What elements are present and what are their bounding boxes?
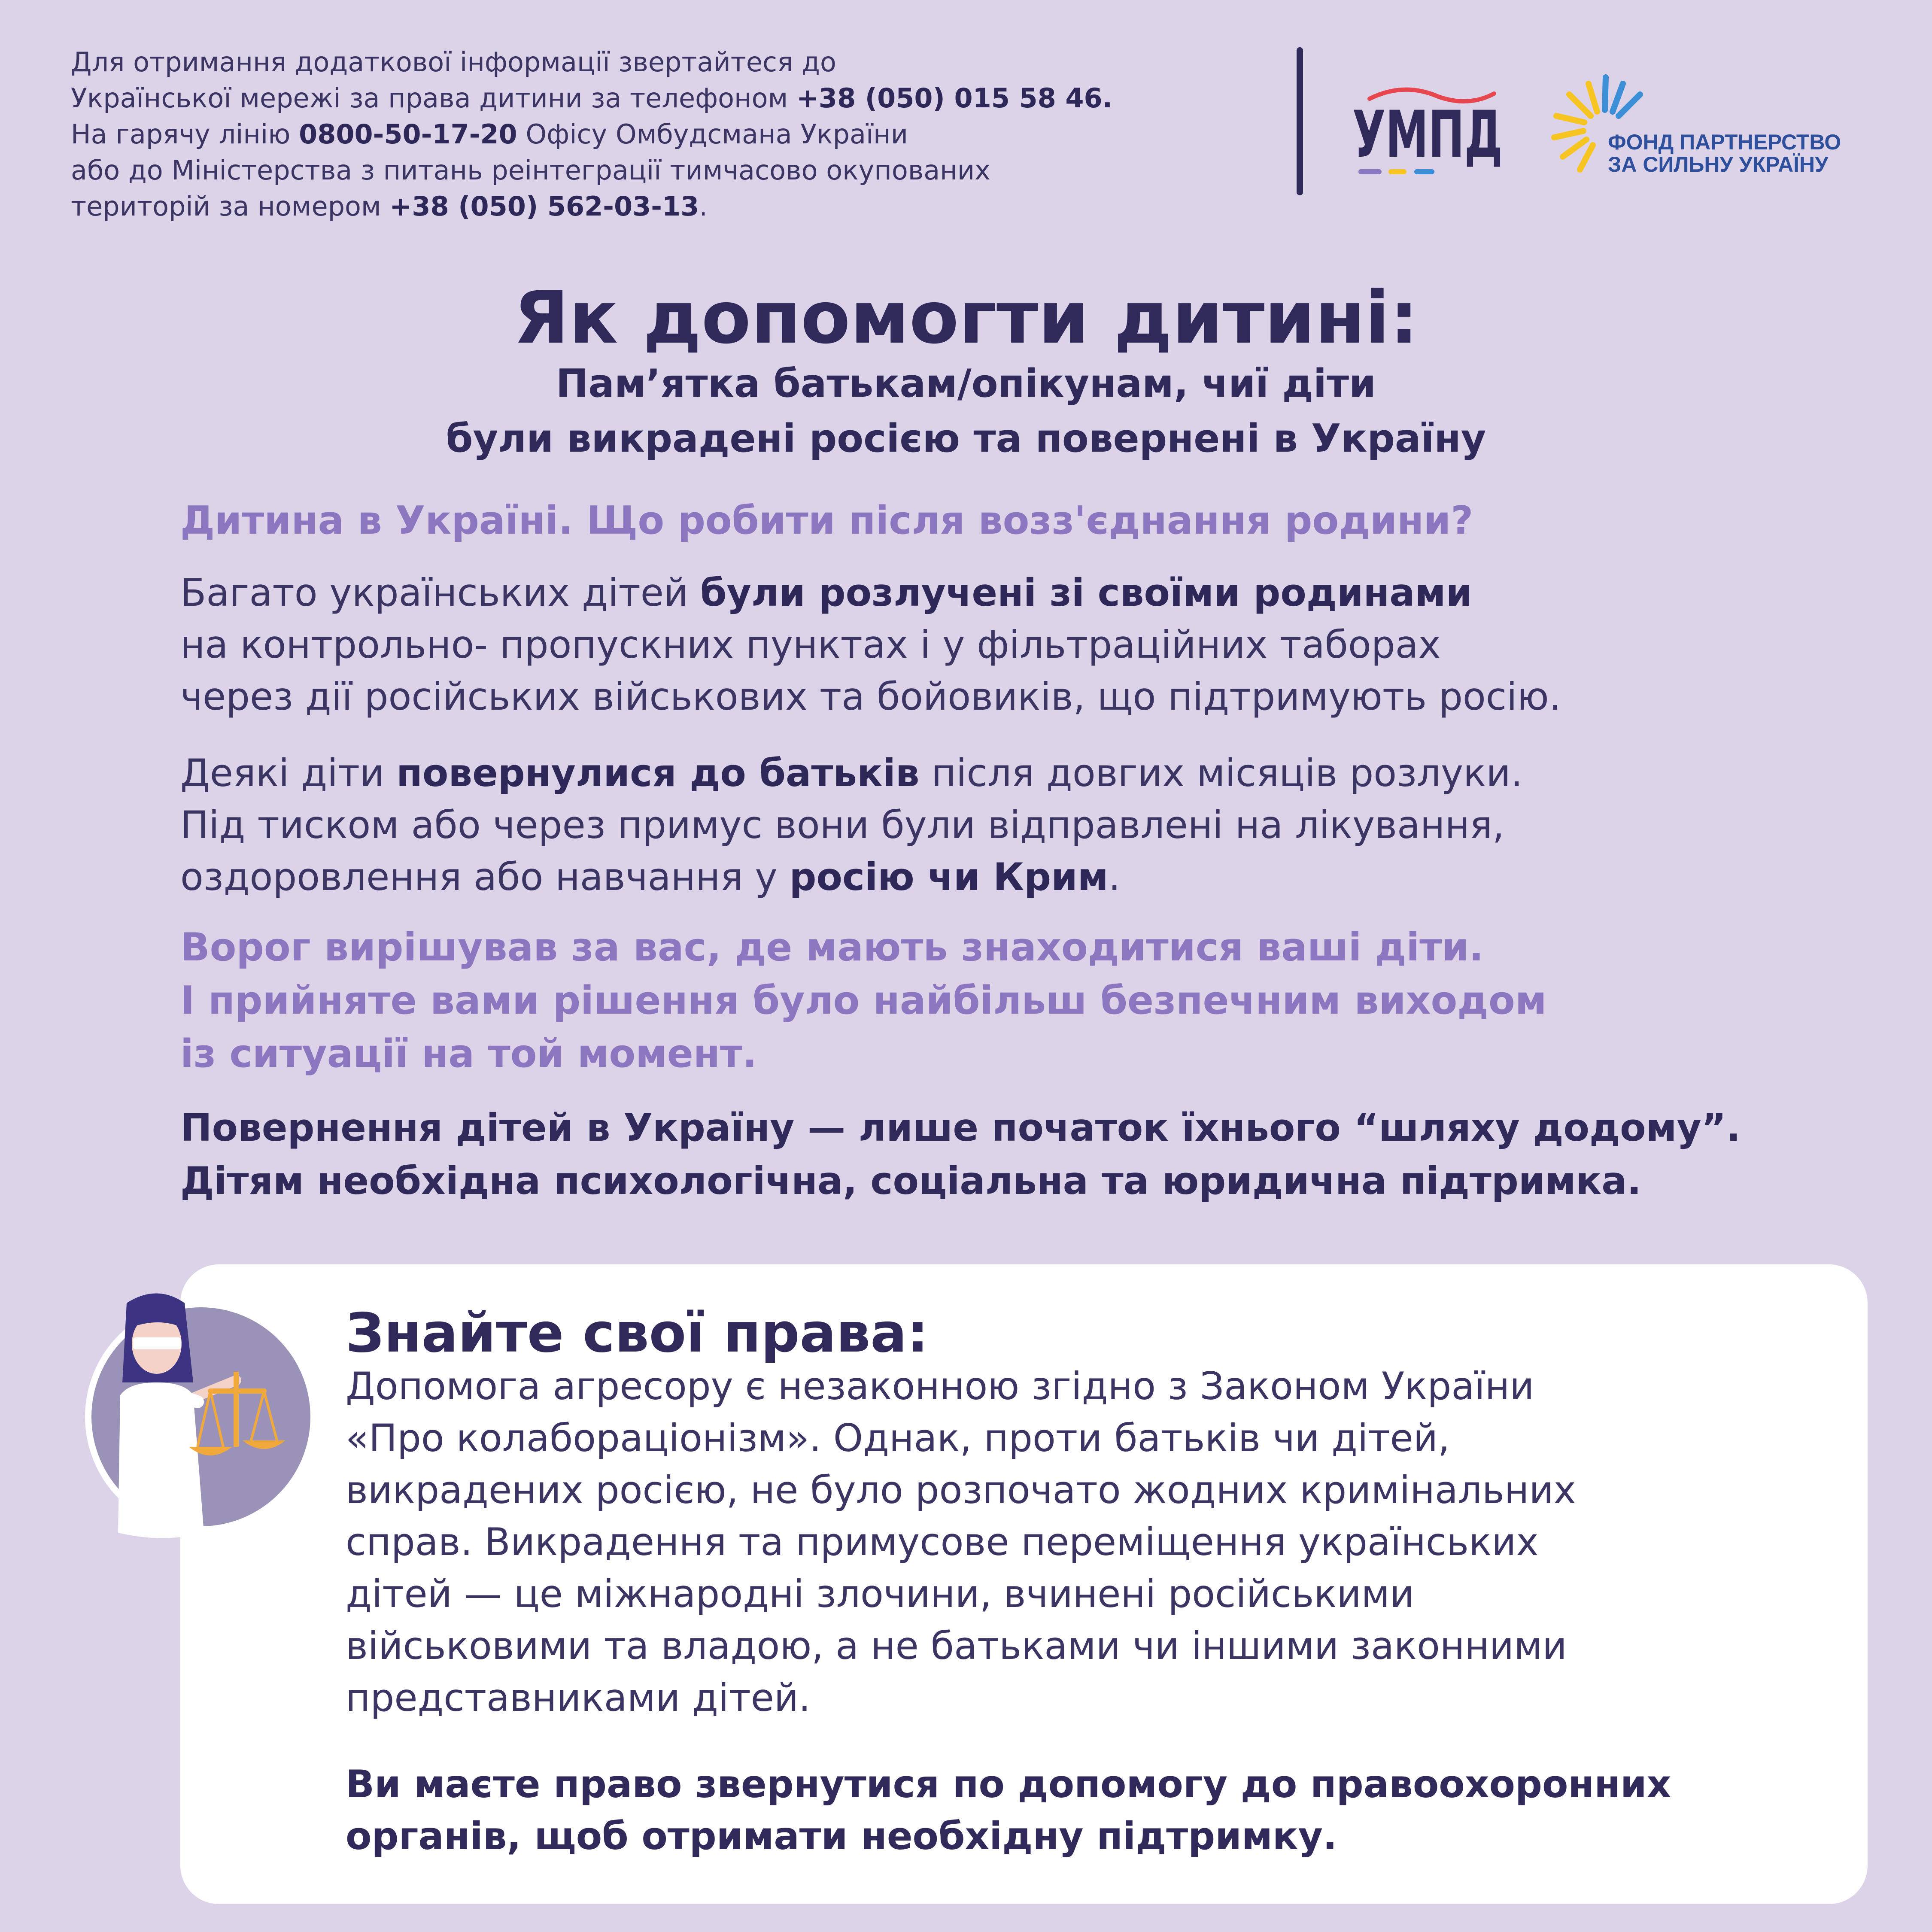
page-title: Як допомогти дитині:	[513, 276, 1419, 360]
paragraph-returned: Деякі діти повернулися до батьків після довгих місяців розлуки. Під тиском або через примус вони були відправлені на лікування, оздоровлення або навчання у росію чи Крим.	[180, 751, 1523, 899]
rights-body: Допомога агресору є незаконною згідно з Законом України «Про колабораціонізм». Однак, проти батьків чи дітей, викрадених росією, не було розпочато жодних кримінальних справ. Викрадення та примусове переміщення українських дітей — це міжнародні злочини, вчинені російськими військовими та владою, а не батьками чи іншими законними представниками дітей.	[346, 1364, 1576, 1720]
contact-info	[71, 44, 1273, 225]
section-question: Дитина в Україні. Що робити після возз'єднання родини?	[180, 498, 1473, 543]
rights-call-to-action: Ви маєте право звернутися по допомогу до правоохоронних органів, щоб отримати необхідну підтримку.	[346, 1762, 1671, 1858]
phone-hotline[interactable]: 0800-50-17-20	[299, 118, 517, 150]
closing-statement: Повернення дітей в Україну — лише початок їхнього “шляху додому”. Дітям необхідна психологічна, соціальна та юридична підтримка.	[180, 1106, 1741, 1203]
highlight-statement: Ворог вирішував за вас, де мають знаходитися ваші діти. І прийняте вами рішення було найбільш безпечним виходом із ситуації на той момент.	[180, 925, 1547, 1076]
contact-line-1: Для отримання додаткової інформації звертайтеся до	[71, 46, 836, 78]
umpd-logo-text: УМПД	[1352, 97, 1503, 172]
header-divider	[1297, 47, 1303, 195]
contact-line-3: На гарячу лінію 0800-50-17-20 Офісу Омбудсмана України	[71, 118, 908, 150]
paragraph-separated: Багато українських дітей були розлучені зі своїми родинами на контрольно- пропускних пунктах і у фільтраційних таборах через дії російських військових та бойовиків, що підтримують росію.	[180, 571, 1561, 719]
umpd-logo	[1352, 82, 1507, 180]
phone-ministry[interactable]: +38 (050) 562-03-13	[389, 191, 699, 222]
phone-network[interactable]: +38 (050) 015 58 46.	[796, 82, 1113, 114]
page-subtitle: Пам’ятка батькам/опікунам, чиї діти були викрадені росією та повернені в Україну	[446, 361, 1486, 461]
contact-line-5: територій за номером +38 (050) 562-03-13.	[71, 191, 708, 222]
rights-title: Знайте свої права:	[346, 1301, 929, 1364]
fond-logo-text: ФОНД ПАРТНЕРСТВО ЗА СИЛЬНУ УКРАЇНУ	[1608, 130, 1841, 176]
contact-line-2: Української мережі за права дитини за телефоном +38 (050) 015 58 46.	[71, 82, 1113, 114]
contact-line-4: або до Міністерства з питань реінтеграції тимчасово окупованих	[71, 155, 990, 186]
justice-lady-icon	[64, 1275, 331, 1558]
